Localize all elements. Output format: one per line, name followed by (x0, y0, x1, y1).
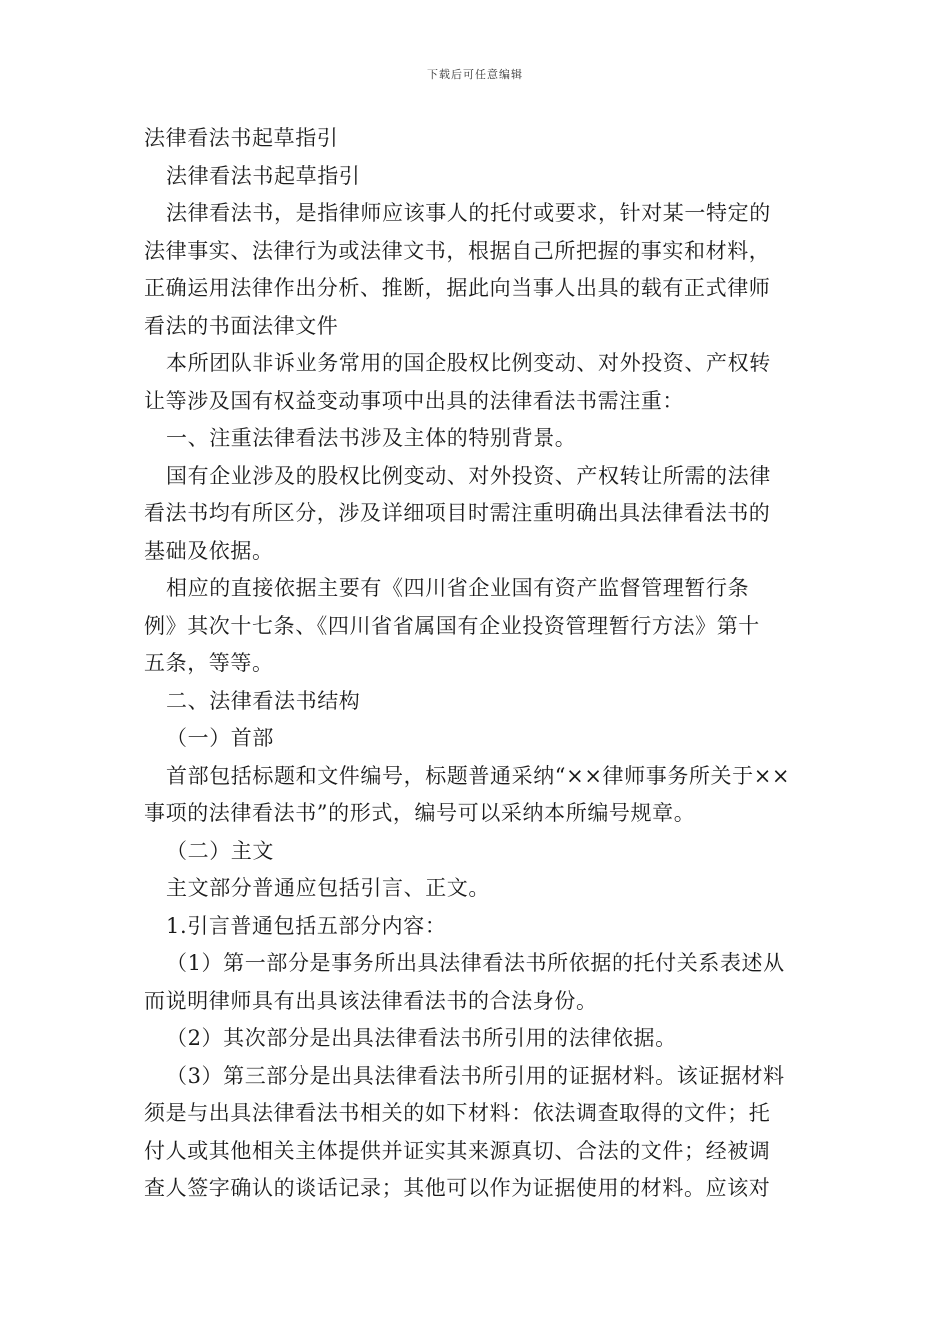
text-line: 事项的法律看法书”的形式，编号可以采纳本所编号规章。 (144, 801, 696, 825)
text-line: （3）第三部分是出具法律看法书所引用的证据材料。该证据材料 (166, 1063, 785, 1088)
text-line: 二、法律看法书结构 (166, 688, 361, 713)
text-line: 主文部分普通应包括引言、正文。 (166, 876, 490, 900)
text-line: （2）其次部分是出具法律看法书所引用的法律依据。 (166, 1026, 677, 1050)
text-line: 1.引言普通包括五部分内容： (166, 913, 447, 938)
document-body (144, 120, 808, 1208)
text-line: 本所团队非诉业务常用的国企股权比例变动、对外投资、产权转 (166, 351, 771, 375)
text-line: 例》其次十七条、《四川省省属国有企业投资管理暂行方法》第十 (144, 613, 760, 638)
page-header-note: 下载后可任意编辑 (427, 68, 523, 81)
text-line: 查人签字确认的谈话记录；其他可以作为证据使用的材料。应该对 (144, 1176, 771, 1200)
text-line: 一、注重法律看法书涉及主体的特别背景。 (166, 426, 577, 450)
text-line: 国有企业涉及的股权比例变动、对外投资、产权转让所需的法律 (166, 463, 771, 488)
text-line: 让等涉及国有权益变动事项中出具的法律看法书需注重： (144, 388, 684, 413)
document-title: 法律看法书起草指引 (144, 126, 339, 150)
text-line: 而说明律师具有出具该法律看法书的合法身份。 (144, 988, 598, 1013)
text-line: 基础及依据。 (144, 538, 274, 563)
text-line: 付人或其他相关主体提供并证实其来源真切、合法的文件；经被调 (144, 1138, 771, 1163)
text-line: （1）第一部分是事务所出具法律看法书所依据的托付关系表述从 (166, 951, 785, 975)
text-line: 法律看法书，是指律师应该事人的托付或要求，针对某一特定的 (166, 201, 771, 225)
text-line: 法律看法书起草指引 (166, 163, 361, 188)
text-line: 五条，等等。 (144, 651, 274, 675)
text-line: 正确运用法律作出分析、推断，据此向当事人出具的载有正式律师 (144, 276, 771, 300)
text-line: 看法的书面法律文件 (144, 313, 339, 338)
text-line: （一）首部 (166, 726, 274, 750)
text-line: 相应的直接依据主要有《四川省企业国有资产监督管理暂行条 (166, 576, 750, 600)
text-line: 须是与出具法律看法书相关的如下材料：依法调查取得的文件；托 (144, 1101, 771, 1125)
text-line: 法律事实、法律行为或法律文书，根据自己所把握的事实和材料， (144, 238, 771, 263)
text-line: （二）主文 (166, 838, 274, 863)
text-line: 首部包括标题和文件编号，标题普通采纳“××律师事务所关于×× (166, 763, 791, 788)
text-line: 看法书均有所区分，涉及详细项目时需注重明确出具法律看法书的 (144, 501, 771, 525)
